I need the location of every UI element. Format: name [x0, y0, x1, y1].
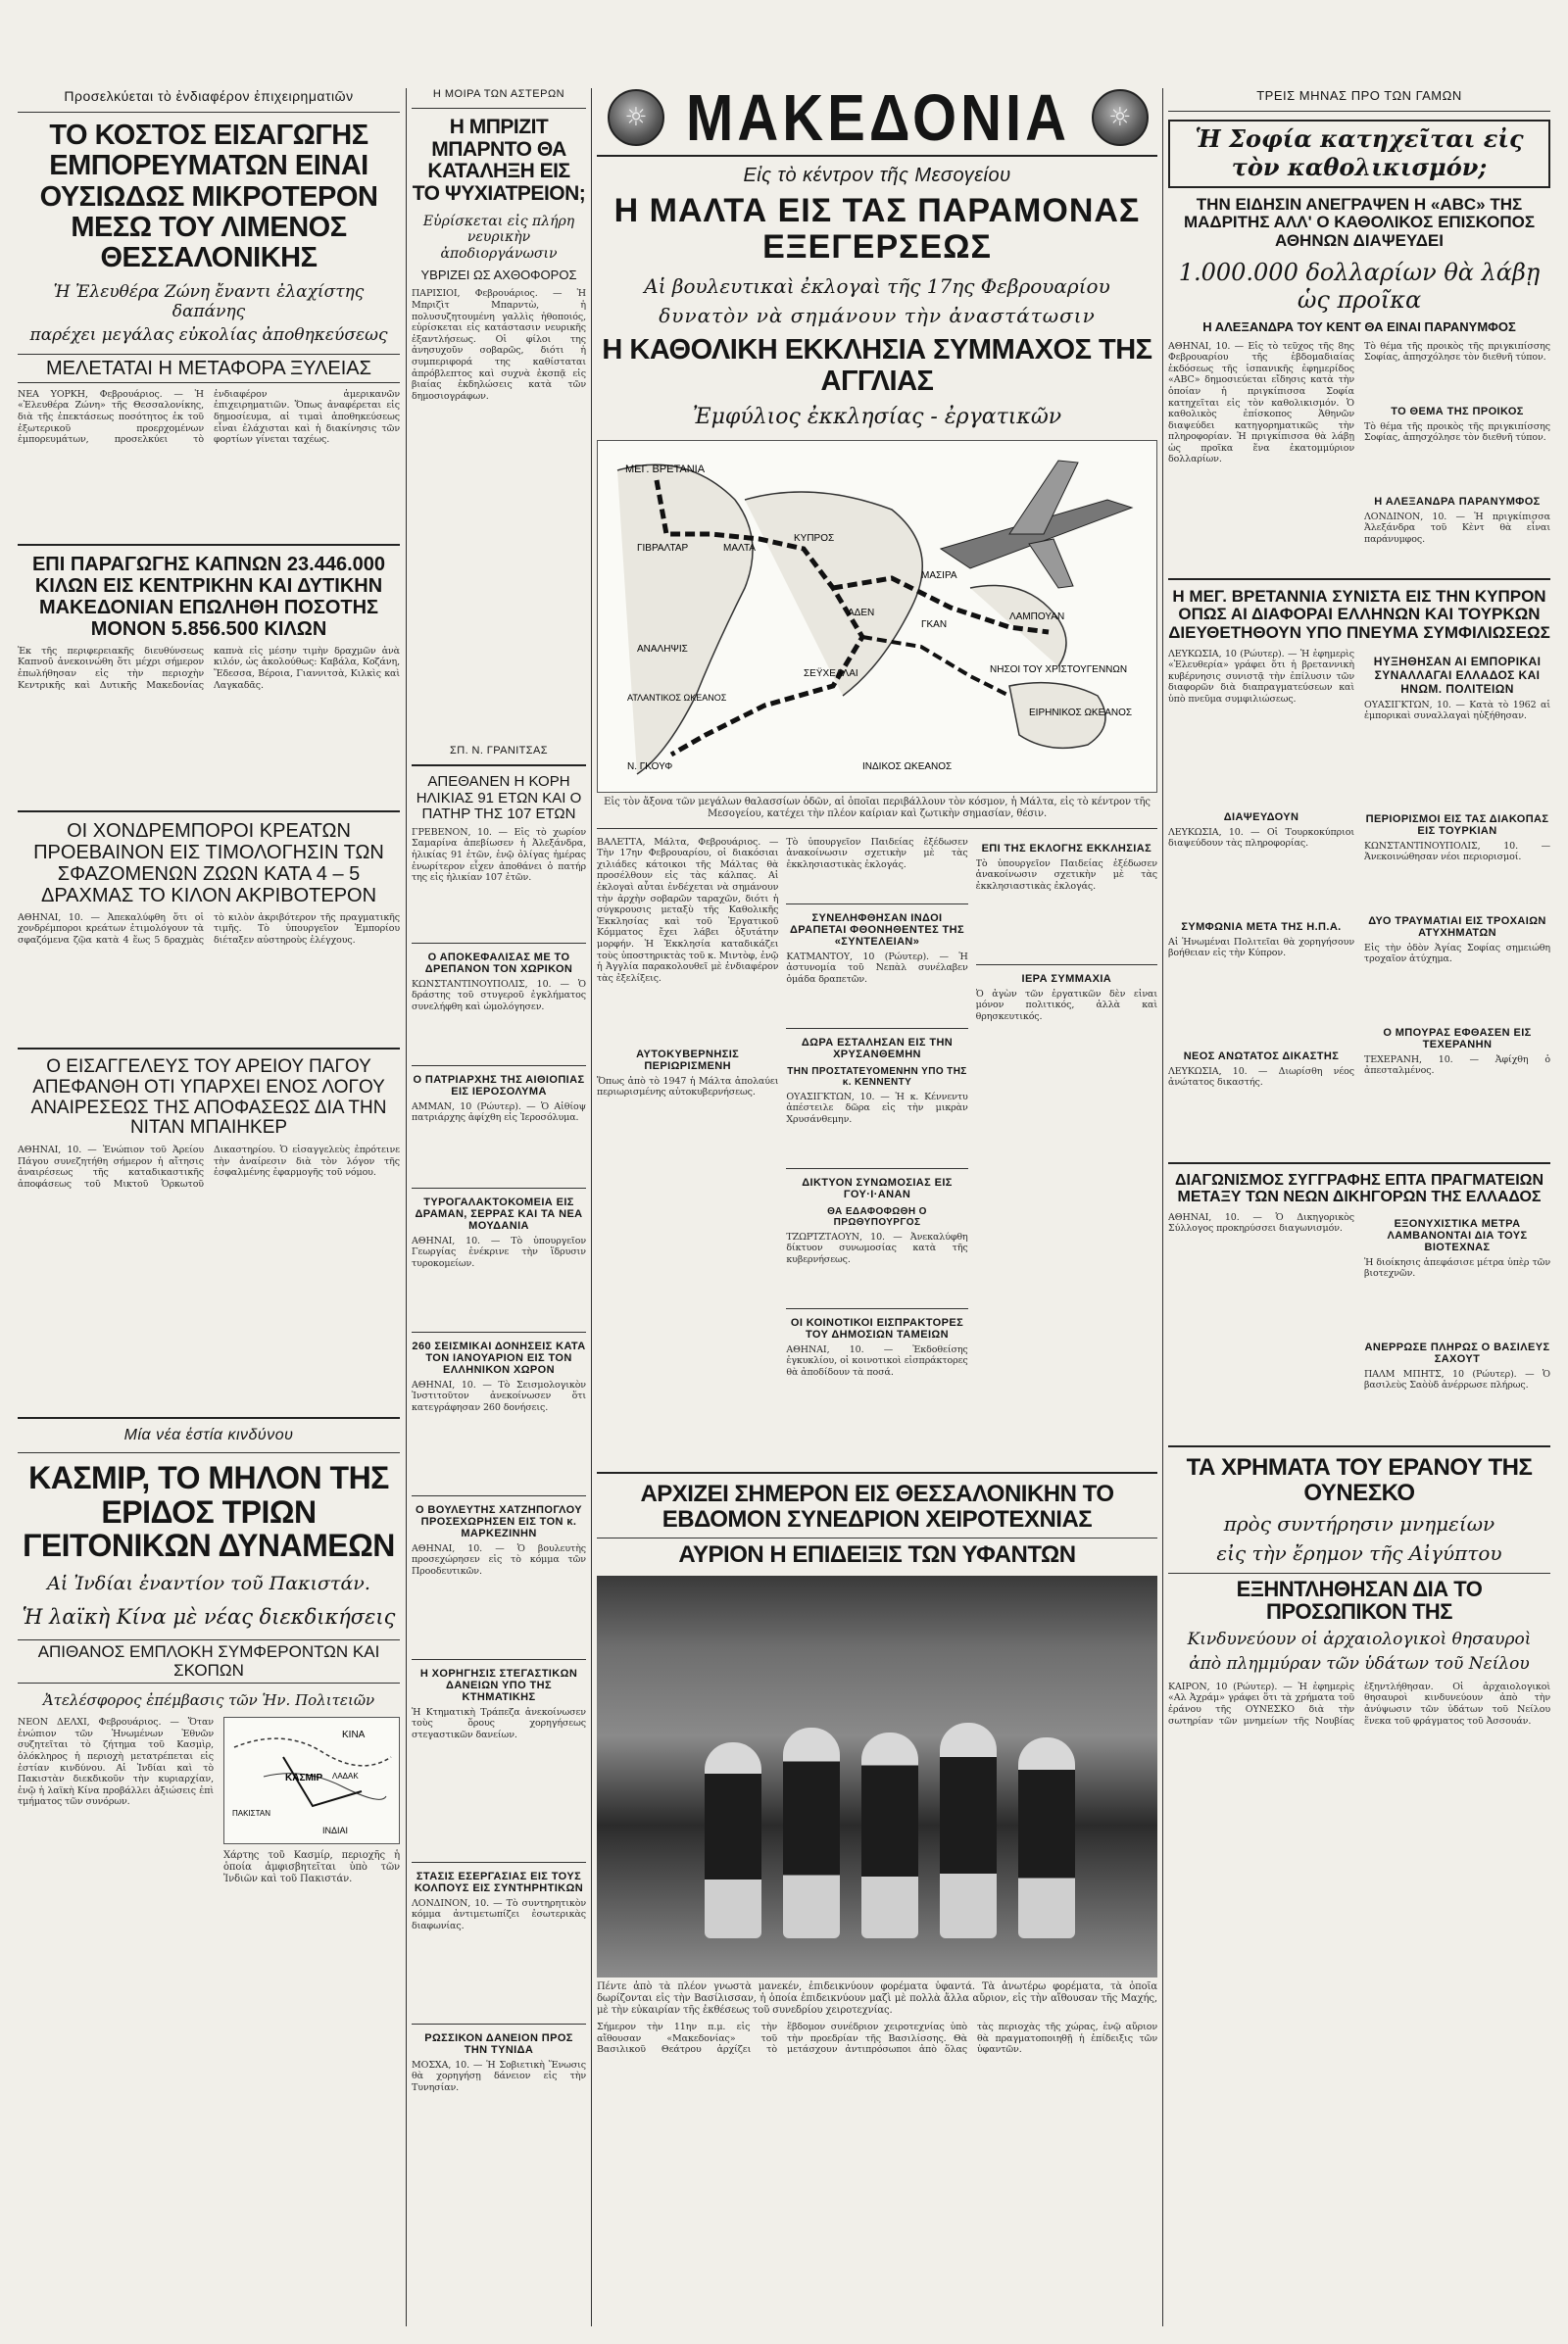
subheadline: Ἡ Ἐλευθέρα Ζώνη ἔναντι ἐλαχίστης δαπάνης	[53, 281, 365, 321]
map-label: ΚΥΠΡΟΣ	[794, 533, 835, 545]
headline: Η ΑΛΕΞΑΝΔΡΑ ΠΑΡΑΝΥΜΦΟΣ	[1374, 495, 1541, 508]
map-label: ΠΑΚΙΣΤΑΝ	[232, 1809, 271, 1819]
article-body: ΠΑΛΜ ΜΠΗΤΣ, 10 (Ρώυτερ). — Ὁ βασιλεὺς Σαὸὺδ ἀνέρρωσε πλήρως.	[1364, 1368, 1550, 1392]
article-body: Σήμερον τὴν 11ην π.μ. εἰς τὴν αἴθουσαν «Μακεδονίας» τοῦ Βασιλικοῦ Θεάτρου ἀρχίζει τὸ ἕβδομον συνέδριον χειροτεχνίας ὑπὸ τὴν προεδρίαν τῆς Βασιλίσσης. Θὰ μετάσχουν ἀντιπρόσωποι ἀπὸ ὅλας τὰς περιοχὰς τῆς χώρας, ἐνῷ αὔριον θὰ πραγματοποιηθῇ ἡ ἐπίδειξις τῶν ὑφαντῶν.	[597, 2022, 1157, 2056]
map-label: ΛΑΜΠΟΥΑΝ	[1009, 611, 1065, 623]
subheadline: παρέχει μεγάλας εὐκολίας ἀποθηκεύσεως	[29, 325, 388, 346]
map-label: ΚΑΣΜΙΡ	[285, 1773, 323, 1784]
headline: ΤΟ ΘΕΜΑ ΤΗΣ ΠΡΟΙΚΟΣ	[1391, 405, 1524, 417]
article-body: ΒΑΛΕΤΤΑ, Μάλτα, Φεβρουάριος. — Τὴν 17ην Φεβρουαρίου, οἱ διακόσιαι χιλιάδες κάτοικοι τῆς Μάλτας θὰ προσέλθουν εἰς τὰς κάλπας. Αἱ ἐκλογαὶ αὗται ἐνδέχεται νὰ σημάνουν τὴν ἀρχὴν σοβαρῶν ταραχῶν, διότι ἡ σύγκρουσις μεταξὺ τῆς Καθολικῆς Ἐκκλησίας καὶ τοῦ Ἐργατικοῦ Κόμματος ἔχει λάβει ὀξυτάτην μορφήν. Ἡ Ἐκκλησία καταδικάζει τοὺς ὑποστηρικτὰς τοῦ κ. Μιντὸφ, ἐνῷ ἡ Ἀγγλία παρακολουθεῖ μὲ ἐνδιαφέρον τὰς ἐξελίξεις.	[597, 836, 779, 984]
subheadline: Ἐμφύλιος ἐκκλησίας - ἐργατικῶν	[692, 405, 1062, 430]
article-body: ΑΘΗΝΑΙ, 10. — Ὁ Δικηγορικὸς Σύλλογος προκηρύσσει διαγωνισμόν.	[1168, 1211, 1354, 1235]
map-caption: Χάρτης τοῦ Κασμίρ, περιοχῆς ἡ ὁποία ἀμφισβητεῖται ὑπὸ τῶν Ἰνδιῶν καὶ τοῦ Πακιστάν.	[223, 1850, 400, 1885]
headline: Η ΧΟΡΗΓΗΣΙΣ ΣΤΕΓΑΣΤΙΚΩΝ ΔΑΝΕΙΩΝ ΥΠΟ ΤΗΣ ΚΤΗΜΑΤΙΚΗΣ	[419, 1667, 578, 1703]
newspaper-title: ΜΑΚΕΔΟΝΙΑ	[686, 80, 1070, 155]
map-caption: Εἰς τὸν ἄξονα τῶν μεγάλων θαλασσίων ὁδῶν, αἱ ὁποῖαι περιβάλλουν τὸν κόσμον, ἡ Μάλτα, εἰς τὸ κέντρον τῆς Μεσογείου, κατέχει τὴν πλέον καίριαν καὶ ζωτικὴν σημασίαν, θέσιν.	[604, 797, 1151, 820]
headline: ΗΥΞΗΘΗΣΑΝ ΑΙ ΕΜΠΟΡΙΚΑΙ ΣΥΝΑΛΛΑΓΑΙ ΕΛΛΑΔΟΣ ΚΑΙ ΗΝΩΜ. ΠΟΛΙΤΕΙΩΝ	[1373, 654, 1542, 696]
headline-weaving-show: ΑΥΡΙΟΝ Η ΕΠΙΔΕΙΞΙΣ ΤΩΝ ΥΦΑΝΤΩΝ	[597, 1538, 1157, 1568]
headline: ΤΗΝ ΕΙΔΗΣΙΝ ΑΝΕΓΡΑΨΕΝ Η «ABC» ΤΗΣ ΜΑΔΡΙΤΗΣ ΑΛΛ' Ο ΚΑΘΟΛΙΚΟΣ ΕΠΙΣΚΟΠΟΣ ΑΘΗΝΩΝ ΔΙΑΨΕΥΔΕΙ	[1183, 194, 1536, 250]
headline-tobacco: ΕΠΙ ΠΑΡΑΓΩΓΗΣ ΚΑΠΝΩΝ 23.446.000 ΚΙΛΩΝ ΕΙΣ ΚΕΝΤΡΙΚΗΝ ΚΑΙ ΔΥΤΙΚΗΝ ΜΑΚΕΔΟΝΙΑΝ ΕΠΩΛΗΘΗ ΠΟΣΟΤΗΣ ΜΟΝΟΝ 5.856.500 ΚΙΛΩΝ	[31, 553, 386, 640]
headline-kashmir: ΚΑΣΜΙΡ, ΤΟ ΜΗΛΟΝ ΤΗΣ ΕΡΙΔΟΣ ΤΡΙΩΝ ΓΕΙΤΟΝΙΚΩΝ ΔΥΝΑΜΕΩΝ	[23, 1460, 395, 1564]
model-figure	[783, 1728, 840, 1938]
article-body: ΝΕΑ ΥΟΡΚΗ, Φεβρουάριος. — Ἡ «Ἐλευθέρα Ζώνη» τῆς Θεσσαλονίκης, διὰ τῆς ἐπεκτάσεως ποσότητος ἐκ τοῦ ἐξωτερικοῦ προερχομένων ἐμπορευμάτων, προσελκύει τὸ ἐνδιαφέρον ἀμερικανῶν ἐπιχειρηματιῶν. Ὅπως ἀναφέρεται εἰς δημοσίευμα, αἱ τιμαὶ ἀποθηκεύσεως εἶναι ἐλάχισται καὶ ἡ διακίνησις τῶν φορτίων γίνεται ταχέως.	[18, 388, 400, 446]
article-body: ΝΕΟΝ ΔΕΛΧΙ, Φεβρουάριος. — Ὅταν ἐνώπιον τῶν Ἡνωμένων Ἐθνῶν συζητεῖται τὸ ζήτημα τοῦ Κασμὶρ, ὁλόκληρος ἡ περιοχὴ μετατρέπεται εἰς ἑστίαν κινδύνου. Αἱ Ἰνδίαι καὶ τὸ Πακιστὰν διεκδικοῦν τὴν κυριαρχίαν, ἐνῷ ἡ λαϊκὴ Κίνα προβάλλει ἀξιώσεις ἐπὶ τμήματος τῶν συνόρων.	[18, 1717, 214, 1808]
headline: Ο ΑΠΟΚΕΦΑΛΙΣΑΣ ΜΕ ΤΟ ΔΡΕΠΑΝΟΝ ΤΟΝ ΧΩΡΙΚΟΝ	[424, 951, 573, 975]
map-label: ΕΙΡΗΝΙΚΟΣ ΩΚΕΑΝΟΣ	[1029, 708, 1133, 719]
shipping-routes-map	[597, 440, 1157, 793]
map-label: ΙΝΔΙΑΙ	[322, 1826, 349, 1836]
second-column	[412, 88, 586, 2326]
map-label: ΜΕΓ. ΒΡΕΤΑΝΙΑ	[625, 464, 706, 476]
map-label: ΓΚΑΝ	[921, 619, 948, 631]
map-label: ΑΔΕΝ	[848, 608, 875, 619]
article-body: Τὸ θέμα τῆς προικὸς τῆς πριγκιπίσσης Σοφίας, ἀπησχόλησε τὸν διεθνῆ τύπον.	[1364, 340, 1550, 364]
headline-unesco-staff: ΕΞΗΝΤΛΗΘΗΣΑΝ ΔΙΑ ΤΟ ΠΡΟΣΩΠΙΚΟΝ ΤΗΣ	[1168, 1573, 1550, 1625]
article-body: Ἡ διοίκησις ἀπεφάσισε μέτρα ὑπὲρ τῶν βιοτεχνῶν.	[1364, 1256, 1550, 1280]
headline: ΣΥΝΕΛΗΦΘΗΣΑΝ ΙΝΔΟΙ ΔΡΑΠΕΤΑΙ ΦΘΟΝΗΘΕΝΤΕΣ ΤΗΣ «ΣΥΝΤΕΛΕΙΑΝ»	[789, 911, 965, 948]
headline: ΣΤΑΣΙΣ ΕΣΕΡΓΑΣΙΑΣ ΕΙΣ ΤΟΥΣ ΚΟΛΠΟΥΣ ΕΙΣ ΣΥΝΤΗΡΗΤΙΚΩΝ	[414, 1870, 584, 1894]
left-column	[18, 88, 400, 2326]
headline: ΔΙΑΨΕΥΔΟΥΝ	[1223, 810, 1299, 823]
map-label: ΜΑΛΤΑ	[723, 543, 756, 555]
coin-emblem-left-icon: ☼	[608, 89, 664, 146]
shipping-routes-graphic	[598, 441, 1157, 793]
article-body: ΛΟΝΔΙΝΟΝ, 10. — Ἡ πριγκίπισσα Ἀλεξάνδρα τοῦ Κὲντ θὰ εἶναι παράνυμφος.	[1364, 511, 1550, 545]
model-figure	[861, 1733, 918, 1938]
column-rule	[1162, 88, 1163, 2326]
subheadline: Ἡ λαϊκὴ Κίνα μὲ νέας διεκδικήσεις	[22, 1604, 396, 1629]
article-body: ΜΟΣΧΑ, 10. — Ἡ Σοβιετικὴ Ἕνωσις θὰ χορηγήσῃ δάνειον εἰς τὴν Τυνησίαν.	[412, 2059, 586, 2094]
article-body: ΚΑΤΜΑΝΤΟΥ, 10 (Ρώυτερ). — Ἡ ἀστυνομία τοῦ Νεπὰλ συνέλαβεν ὁμάδα δραπετῶν.	[786, 951, 968, 985]
subheadline: ἀπὸ πλημμύραν τῶν ὑδάτων τοῦ Νείλου	[1189, 1653, 1530, 1674]
column-rule	[591, 88, 592, 2326]
model-figure	[705, 1742, 761, 1938]
article-body: ΑΘΗΝΑΙ, 10. — Τὸ ὑπουργεῖον Γεωργίας ἐνέκρινε τὴν ἵδρυσιν τυροκομείων.	[412, 1235, 586, 1270]
headline: ΡΩΣΣΙΚΟΝ ΔΑΝΕΙΟΝ ΠΡΟΣ ΤΗΝ ΤΥΝΙΔΑ	[424, 2031, 573, 2056]
headline: ΔΙΚΤΥΟΝ ΣΥΝΩΜΟΣΙΑΣ ΕΙΣ ΓΟΥ·Ι·ΑΝΑΝ	[802, 1176, 953, 1200]
article-body: ΓΡΕΒΕΝΟΝ, 10. — Εἰς τὸ χωρίον Σαμαρίνα ἀπεβίωσεν ἡ Ἀλεξάνδρα, ἡλικίας 91 ἐτῶν, ἐνῷ ὀλίγας ἡμέρας ἐνωρίτερον εἶχεν ἀποθάνει ὁ πατήρ της εἰς ἡλικίαν 107 ἐτῶν.	[412, 826, 586, 884]
headline-meat-traders: ΟΙ ΧΟΝΔΡΕΜΠΟΡΟΙ ΚΡΕΑΤΩΝ ΠΡΟΕΒΑΙΝΟΝ ΕΙΣ ΤΙΜΟΛΟΓΗΣΙΝ ΤΩΝ ΣΦΑΖΟΜΕΝΩΝ ΖΩΩΝ ΚΑΤΑ 4 – 5 ΔΡΑΧΜΑΣ ΤΟ ΚΙΛΟΝ ΑΚΡΙΒΟΤΕΡΟΝ	[33, 819, 384, 906]
article-body: ΑΘΗΝΑΙ, 10. — Ὁ βουλευτὴς προσεχώρησεν εἰς τὸ κόμμα τῶν Προοδευτικῶν.	[412, 1542, 586, 1578]
map-label: ΓΙΒΡΑΛΤΑΡ	[637, 543, 689, 555]
headline: ΔΩΡΑ ΕΣΤΑΛΗΣΑΝ ΕΙΣ ΤΗΝ ΧΡΥΣΑΝΘΕΜΗΝ	[801, 1036, 954, 1060]
model-figure	[940, 1723, 997, 1938]
headline: ΑΥΤΟΚΥΒΕΡΝΗΣΙΣ ΠΕΡΙΩΡΙΣΜΕΝΗ	[636, 1048, 740, 1072]
article-body: ΚΑΙΡΟΝ, 10 (Ρώυτερ). — Ἡ ἐφημερὶς «Αλ Ἀχράμ» γράφει ὅτι τὰ χρήματα τοῦ ἐράνου τῆς ΟΥΝΕΣΚΟ διὰ τὴν σωτηρίαν τῶν μνημείων τῆς Νουβίας ἐξηντλήθησαν. Οἱ ἀρχαιολογικοὶ θησαυροὶ κινδυνεύουν ἀπὸ τὴν ἀνύψωσιν τῶν ὑδάτων τοῦ Νείλου ἕνεκα τοῦ φράγματος τοῦ Ἀσσουάν.	[1168, 1681, 1550, 1727]
headline: 260 ΣΕΙΣΜΙΚΑΙ ΔΟΝΗΣΕΙΣ ΚΑΤΑ ΤΟΝ ΙΑΝΟΥΑΡΙΟΝ ΕΙΣ ΤΟΝ ΕΛΛΗΝΙΚΟΝ ΧΩΡΟΝ	[412, 1340, 586, 1376]
headline: Ο ΜΠΟΥΡΑΣ ΕΦΘΑΣΕΝ ΕΙΣ ΤΕΧΕΡΑΝΗΝ	[1383, 1026, 1532, 1050]
headline: Ο ΒΟΥΛΕΥΤΗΣ ΧΑΤΖΗΠΟΓΛΟΥ ΠΡΟΣΕΧΩΡΗΣΕΝ ΕΙΣ ΤΟΝ κ. ΜΑΡΚΕΖΙΝΗΝ	[416, 1503, 582, 1539]
subheadline: Ἀτελέσφορος ἐπέμβασις τῶν Ἡν. Πολιτειῶν	[42, 1691, 375, 1710]
headline-catholic-church: Η ΚΑΘΟΛΙΚΗ ΕΚΚΛΗΣΙΑ ΣΥΜΜΑΧΟΣ ΤΗΣ ΑΓΓΛΙΑΣ	[602, 334, 1152, 397]
headline: ΠΕΡΙΟΡΙΣΜΟΙ ΕΙΣ ΤΑΣ ΔΙΑΚΟΠΑΣ ΕΙΣ ΤΟΥΡΚΙΑΝ	[1365, 812, 1549, 837]
photo-caption: Πέντε ἀπὸ τὰ πλέον γνωστὰ μανεκέν, ἐπιδεικνύουν φορέματα ὑφαντά. Τὰ ἀνωτέρω φορέματα, τὰ ὁποῖα δωρίζονται εἰς τὴν Βασίλισσαν, ἡ ὁποία ἐπιδεικνύουν μαζὶ μὲ πολλὰ ἄλλα αὔριον, εἰς τὴν αἴθουσαν τῆς Μαχής, μὲ τὴν εὐκαιρίαν τῆς ἐκθέσεως τοῦ συνεδρίου χειροτεχνίας.	[597, 1981, 1157, 2016]
article-body: ΛΟΝΔΙΝΟΝ, 10. — Τὸ συντηρητικὸν κόμμα ἀντιμετωπίζει ἐσωτερικὰς διαφωνίας.	[412, 1897, 586, 1932]
headline-import-cost: ΤΟ ΚΟΣΤΟΣ ΕΙΣΑΓΩΓΗΣ ΕΜΠΟΡΕΥΜΑΤΩΝ ΕΙΝΑΙ ΟΥΣΙΩΔΩΣ ΜΙΚΡΟΤΕΡΟΝ ΜΕΣΩ ΤΟΥ ΛΙΜΕΝΟΣ ΘΕΣΣΑΛΟΝΙΚΗΣ	[39, 120, 378, 274]
article-body: Ὁ ἀγὼν τῶν ἐργατικῶν δὲν εἶναι μόνον πολιτικός, ἀλλὰ καὶ θρησκευτικός.	[975, 988, 1157, 1022]
article-body: ΑΘΗΝΑΙ, 10. — Ἀπεκαλύφθη ὅτι οἱ χονδρέμποροι κρεάτων ἐτιμολόγουν τὰ σφαζόμενα ζῷα κατὰ 4 ἕως 5 δραχμὰς τὸ κιλὸν ἀκριβότερον τῆς πραγματικῆς τιμῆς. Τὸ ὑπουργεῖον Ἐμπορίου διέταξεν αὐστηροὺς ἐλέγχους.	[18, 911, 400, 946]
headline-bardot: Η ΜΠΡΙΖΙΤ ΜΠΑΡΝΤΟ ΘΑ ΚΑΤΑΛΗΞΗ ΕΙΣ ΤΟ ΨΥΧΙΑΤΡΕΙΟΝ;	[412, 116, 586, 206]
article-body: Αἱ Ἡνωμέναι Πολιτεῖαι θὰ χορηγήσουν βοήθειαν εἰς τὴν Κύπρον.	[1168, 936, 1354, 959]
map-label: ΛΑΔΑΚ	[332, 1772, 359, 1782]
map-label: ΑΤΛΑΝΤΙΚΟΣ ΩΚΕΑΝΟΣ	[627, 693, 727, 704]
headline-areios-pagos: Ο ΕΙΣΑΓΓΕΛΕΥΣ ΤΟΥ ΑΡΕΙΟΥ ΠΑΓΟΥ ΑΠΕΦΑΝΘΗ ΟΤΙ ΥΠΑΡΧΕΙ ΕΝΟΣ ΛΟΓΟΥ ΑΝΑΙΡΕΣΕΩΣ ΤΗΣ ΑΠΟΦΑΣΕΩΣ ΔΙΑ ΤΗΝ ΝΙΤΑΝ ΜΠΑΙΗΚΕΡ	[30, 1055, 387, 1139]
kicker: Εἰς τὸ κέντρον τῆς Μεσογείου	[743, 165, 1011, 186]
article-body: ΚΩΝΣΤΑΝΤΙΝΟΥΠΟΛΙΣ, 10. — Ὁ δράστης τοῦ στυγεροῦ ἐγκλήματος συνελήφθη καὶ ὡμολόγησεν.	[412, 978, 586, 1013]
article-body: Τὸ ὑπουργεῖον Παιδείας ἐξέδωσεν ἀνακοίνωσιν σχετικὴν μὲ τὰς ἐκκλησιαστικὰς ἐκλογάς.	[786, 836, 968, 870]
article-body: ΑΘΗΝΑΙ, 10. — Ἐκδοθείσης ἐγκυκλίου, οἱ κοινοτικοὶ εἰσπράκτορες θὰ ἀποδίδουν τὰ ποσά.	[786, 1343, 968, 1378]
subheadline: Εὑρίσκεται εἰς πλήρη νευρικὴν ἀποδιοργάνωσιν	[422, 213, 575, 263]
article-body: Ὅπως ἀπὸ τὸ 1947 ἡ Μάλτα ἀπολαύει περιωρισμένης αὐτοκυβερνήσεως.	[597, 1075, 779, 1099]
model-figure	[1018, 1737, 1075, 1938]
headline: ΣΥΜΦΩΝΙΑ ΜΕΤΑ ΤΗΣ Η.Π.Α.	[1181, 920, 1342, 933]
article-body: Τὸ ὑπουργεῖον Παιδείας ἐξέδωσεν ἀνακοίνωσιν σχετικὴν μὲ τὰς ἐκκλησιαστικὰς ἐκλογάς.	[975, 857, 1157, 892]
headline-handicraft-congress: ΑΡΧΙΖΕΙ ΣΗΜΕΡΟΝ ΕΙΣ ΘΕΣΣΑΛΟΝΙΚΗΝ ΤΟ ΕΒΔΟΜΟΝ ΣΥΝΕΔΡΙΟΝ ΧΕΙΡΟΤΕΧΝΙΑΣ	[640, 1480, 1114, 1533]
article-body: ΑΘΗΝΑΙ, 10. — Τὸ Σεισμολογικὸν Ἰνστιτοῦτον ἀνεκοίνωσεν ὅτι κατεγράφησαν 260 δονήσεις.	[412, 1379, 586, 1414]
article-body: Ἐκ τῆς περιφερειακῆς διευθύνσεως Καπνοῦ ἀνεκοινώθη ὅτι μέχρι σήμερον ἐπωλήθησαν εἰς τὴν περιοχὴν Κεντρικῆς καὶ Δυτικῆς Μακεδονίας καπνὰ εἰς μέσην τιμὴν δραχμῶν ἀνὰ κιλόν, ὡς ἀκολούθως: Καβάλα, Κοζάνη, Ἔδεσσα, Βέροια, Γιαννιτσὰ, Κιλκὶς καὶ Λαγκαδᾶς.	[18, 645, 400, 691]
subheadline: δυνατὸν νὰ σημάνουν τὴν ἀναστάτωσιν	[659, 304, 1096, 328]
article-body: ΛΕΥΚΩΣΙΑ, 10. — Οἱ Τουρκοκύπριοι διαψεύδουν τὰς πληροφορίας.	[1168, 826, 1354, 850]
models-photo	[597, 1576, 1157, 1978]
kashmir-map	[223, 1717, 400, 1844]
byline: ΣΠ. Ν. ΓΡΑΝΙΤΣΑΣ	[450, 745, 548, 757]
kicker: Η ΜΟΙΡΑ ΤΩΝ ΑΣΤΕΡΩΝ	[432, 88, 565, 100]
article-body: ΑΘΗΝΑΙ, 10. — Εἰς τὸ τεῦχος τῆς 8ης Φεβρουαρίου τῆς ἑβδομαδιαίας ἐκδόσεως τῆς ἱσπανικῆς ἐφημερίδος «ABC» δημοσιεύεται εἴδησις κατὰ τὴν ὁποίαν ἡ πριγκίπισσα Σοφία κατηχεῖται εἰς τὸν καθολικισμόν. Ὁ καθολικὸς ἐπίσκοπος Ἀθηνῶν διαψεύδει κατηγορηματικῶς τὴν πληροφορίαν. Ἡ πριγκίπισσα θὰ λάβῃ ὡς προῖκα ἕνα ἑκατομμύριον δολλαρίων.	[1168, 340, 1354, 465]
headline: ΔΥΟ ΤΡΑΥΜΑΤΙΑΙ ΕΙΣ ΤΡΟΧΑΙΩΝ ΑΤΥΧΗΜΑΤΩΝ	[1368, 914, 1546, 939]
headline-lawyers: ΔΙΑΓΩΝΙΣΜΟΣ ΣΥΓΓΡΑΦΗΣ ΕΠΤΑ ΠΡΑΓΜΑΤΕΙΩΝ ΜΕΤΑΞΥ ΤΩΝ ΝΕΩΝ ΔΙΚΗΓΟΡΩΝ ΤΗΣ ΕΛΛΑΔΟΣ	[1174, 1171, 1544, 1206]
headline-cyprus: Η ΜΕΓ. ΒΡΕΤΑΝΝΙΑ ΣΥΝΙΣΤΑ ΕΙΣ ΤΗΝ ΚΥΠΡΟΝ ΟΠΩΣ ΑΙ ΔΙΑΦΟΡΑΙ ΕΛΛΗΝΩΝ ΚΑΙ ΤΟΥΡΚΩΝ ΔΙΕΥΘΕΤΗΘΟΥΝ ΥΠΟ ΠΝΕΥΜΑ ΣΥΜΦΙΛΙΩΣΕΩΣ	[1168, 586, 1550, 642]
article-body: Εἰς τὴν ὁδὸν Ἁγίας Σοφίας σημειώθη τροχαῖον ἀτύχημα.	[1364, 942, 1550, 965]
map-label: Ν. ΓΚΟΥΦ	[627, 761, 673, 773]
headline: ΙΕΡΑ ΣΥΜΜΑΧΙΑ	[1021, 972, 1112, 985]
center-section	[597, 155, 1157, 2326]
map-label: ΚΙΝΑ	[342, 1730, 366, 1741]
headline-sofia: Ἡ Σοφία κατηχεῖται εἰς τὸν καθολικισμόν;	[1168, 120, 1550, 188]
headline-timber: ΜΕΛΕΤΑΤΑΙ Η ΜΕΤΑΦΟΡΑ ΞΥΛΕΙΑΣ	[18, 354, 400, 383]
headline-malta: Η ΜΑΛΤΑ ΕΙΣ ΤΑΣ ΠΑΡΑΜΟΝΑΣ ΕΞΕΓΕΡΣΕΩΣ	[613, 192, 1141, 266]
headline-centenarian: ΑΠΕΘΑΝΕΝ Η ΚΟΡΗ ΗΛΙΚΙΑΣ 91 ΕΤΩΝ ΚΑΙ Ο ΠΑΤΗΡ ΤΗΣ 107 ΕΤΩΝ	[416, 773, 582, 823]
masthead	[606, 80, 1151, 155]
article-body: ΤΖΩΡΤΖΤΑΟΥΝ, 10. — Ἀνεκαλύφθη δίκτυον συνωμοσίας κατὰ τῆς κυβερνήσεως.	[786, 1231, 968, 1265]
article-body: ΤΕΧΕΡΑΝΗ, 10. — Ἀφίχθη ὁ ἀπεσταλμένος.	[1364, 1053, 1550, 1077]
subheadline: Η ΑΛΕΞΑΝΔΡΑ ΤΟΥ ΚΕΝΤ ΘΑ ΕΙΝΑΙ ΠΑΡΑΝΥΜΦΟΣ	[1202, 319, 1516, 335]
article-body: ΟΥΑΣΙΓΚΤΩΝ, 10. — Κατὰ τὸ 1962 αἱ ἐμπορικαὶ συναλλαγαὶ ηὐξήθησαν.	[1364, 699, 1550, 722]
headline-kashmir-sub: ΑΠΙΘΑΝΟΣ ΕΜΠΛΟΚΗ ΣΥΜΦΕΡΟΝΤΩΝ ΚΑΙ ΣΚΟΠΩΝ	[18, 1639, 400, 1684]
article-body: Ἡ Κτηματικὴ Τράπεζα ἀνεκοίνωσεν τοὺς ὅρους χορηγήσεως στεγαστικῶν δανείων.	[412, 1706, 586, 1741]
subheadline: 1.000.000 δολλαρίων θὰ λάβῃ ὡς προῖκα	[1178, 258, 1541, 315]
headline-unesco: ΤΑ ΧΡΗΜΑΤΑ ΤΟΥ ΕΡΑΝΟΥ ΤΗΣ ΟΥΝΕΣΚΟ	[1186, 1453, 1533, 1506]
headline: ΤΥΡΟΓΑΛΑΚΤΟΚΟΜΕΙΑ ΕΙΣ ΔΡΑΜΑΝ, ΣΕΡΡΑΣ ΚΑΙ ΤΑ ΝΕΑ ΜΟΥΔΑΝΙΑ	[415, 1196, 583, 1232]
map-label: ΙΝΔΙΚΟΣ ΩΚΕΑΝΟΣ	[862, 761, 953, 773]
airplane-icon	[941, 461, 1132, 588]
article-body: ΟΥΑΣΙΓΚΤΩΝ, 10. — Ἡ κ. Κέννεντυ ἀπέστειλε δῶρα εἰς τὴν μικρὰν Χρυσάνθεμην.	[786, 1091, 968, 1125]
subheadline: πρὸς συντήρησιν μνημείων	[1223, 1511, 1495, 1536]
article-body: Τὸ θέμα τῆς προικὸς τῆς πριγκιπίσσης Σοφίας, ἀπησχόλησε τὸν διεθνῆ τύπον.	[1364, 420, 1550, 444]
map-label: ΝΗΣΟΙ ΤΟΥ ΧΡΙΣΤΟΥΓΕΝΝΩΝ	[990, 664, 1128, 676]
article-body: ΛΕΥΚΩΣΙΑ, 10. — Διωρίσθη νέος ἀνώτατος δικαστής.	[1168, 1065, 1354, 1089]
map-label: ΣΕΫΧΕΛΛΑΙ	[804, 668, 858, 680]
subheadline: ΥΒΡΙΖΕΙ ΩΣ ΑΧΘΟΦΟΡΟΣ	[420, 268, 577, 283]
article-body: ΛΕΥΚΩΣΙΑ, 10 (Ρώυτερ). — Ἡ ἐφημερὶς «Ἐλευθερία» γράφει ὅτι ἡ βρεταννικὴ κυβέρνησις συνιστᾷ τὴν ἐπίλυσιν τῶν διαφορῶν διὰ διαπραγματεύσεων καὶ ὑπὸ πνεῦμα συμφιλιώσεως.	[1168, 648, 1354, 705]
headline: ΑΝΕΡΡΩΣΕ ΠΛΗΡΩΣ Ο ΒΑΣΙΛΕΥΣ ΣΑΧΟΥΤ	[1364, 1341, 1550, 1365]
map-label: ΑΝΑΛΗΨΙΣ	[637, 644, 688, 656]
subheadline: Αἱ Ἰνδίαι ἐναντίον τοῦ Πακιστάν.	[47, 1572, 370, 1594]
headline: ΘΑ ΕΔΑΦΟΦΩΘΗ Ο ΠΡΩΘΥΠΟΥΡΓΟΣ	[827, 1205, 927, 1228]
article-body: ΚΩΝΣΤΑΝΤΙΝΟΥΠΟΛΙΣ, 10. — Ἀνεκοινώθησαν νέοι περιορισμοί.	[1364, 840, 1550, 863]
map-label: ΜΑΣΙΡΑ	[921, 570, 957, 582]
subheadline: εἰς τὴν ἔρημον τῆς Αἰγύπτου	[1216, 1540, 1502, 1565]
article-body: ΑΜΜΑΝ, 10 (Ρώυτερ). — Ὁ Αἰθίοψ πατριάρχης ἀφίχθη εἰς Ἰεροσόλυμα.	[412, 1100, 586, 1124]
article-body: ΑΘΗΝΑΙ, 10. — Ἐνώπιον τοῦ Ἀρείου Πάγου συνεζητήθη σήμερον ἡ αἴτησις ἀναιρέσεως τῆς καταδικαστικῆς ἀποφάσεως τοῦ Μικτοῦ Ὁρκωτοῦ Δικαστηρίου. Ὁ εἰσαγγελεὺς ἐπρότεινε τὴν ἀναίρεσιν διὰ τὸν λόγον τῆς ἐσφαλμένης ἐφαρμογῆς τοῦ νόμου.	[18, 1145, 400, 1191]
headline: ΕΠΙ ΤΗΣ ΕΚΛΟΓΗΣ ΕΚΚΛΗΣΙΑΣ	[981, 842, 1152, 855]
headline: ΤΗΝ ΠΡΟΣΤΑΤΕΥΟΜΕΝΗΝ ΥΠΟ ΤΗΣ κ. ΚΕΝΝΕΝΤΥ	[787, 1065, 967, 1088]
kicker: Προσελκύεται τὸ ἐνδιαφέρον ἐπιχειρηματιῶν	[64, 88, 354, 104]
right-column	[1168, 88, 1550, 2326]
kicker: ΤΡΕΙΣ ΜΗΝΑΣ ΠΡΟ ΤΩΝ ΓΑΜΩΝ	[1256, 88, 1462, 103]
headline: ΕΞΟΝΥΧΙΣΤΙΚΑ ΜΕΤΡΑ ΛΑΜΒΑΝΟΝΤΑΙ ΔΙΑ ΤΟΥΣ ΒΙΟΤΕΧΝΑΣ	[1387, 1217, 1528, 1253]
coin-emblem-right-icon: ☼	[1092, 89, 1149, 146]
subheadline: Κινδυνεύουν οἱ ἀρχαιολογικοὶ θησαυροὶ	[1187, 1630, 1532, 1650]
column-rule	[406, 88, 407, 2326]
article-body: ΠΑΡΙΣΙΟΙ, Φεβρουάριος. — Ἡ Μπριζὶτ Μπαρντὼ, ἡ πολυσυζητουμένη γαλλὶς ἠθοποιός, εὑρίσκεται εἰς κατάστασιν νευρικῆς ἐξαντλήσεως. Οἱ φίλοι της ἀνησυχοῦν σοβαρῶς, διότι ἡ συμπεριφορά της καθίσταται ἀπρόβλεπτος καὶ συχνὰ ἐκσπᾷ εἰς βιαίας ἐκδηλώσεις κατὰ τῶν δημοσιογράφων.	[412, 288, 586, 402]
headline: ΟΙ ΚΟΙΝΟΤΙΚΟΙ ΕΙΣΠΡΑΚΤΟΡΕΣ ΤΟΥ ΔΗΜΟΣΙΩΝ ΤΑΜΕΙΩΝ	[790, 1316, 964, 1341]
kicker: Μία νέα ἑστία κινδύνου	[123, 1427, 294, 1444]
headline: Ο ΠΑΤΡΙΑΡΧΗΣ ΤΗΣ ΑΙΘΙΟΠΙΑΣ ΕΙΣ ΙΕΡΟΣΟΛΥΜΑ	[413, 1073, 585, 1098]
kashmir-map-graphic	[224, 1718, 400, 1844]
subheadline: Αἱ βουλευτικαὶ ἐκλογαὶ τῆς 17ης Φεβρουαρίου	[644, 274, 1110, 299]
headline: ΝΕΟΣ ΑΝΩΤΑΤΟΣ ΔΙΚΑΣΤΗΣ	[1183, 1050, 1340, 1062]
